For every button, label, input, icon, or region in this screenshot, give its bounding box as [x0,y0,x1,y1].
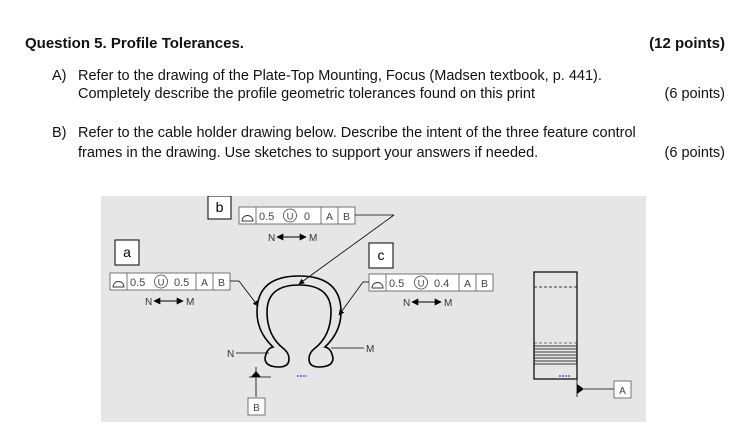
fcf-b [239,207,355,224]
fcf-a [110,273,230,290]
part-b-line2: frames in the drawing. Use sketches to support your answers if needed. [78,145,539,161]
svg-text:U: U [417,278,425,290]
svg-text:0: 0 [304,211,311,223]
part-b-label: B) [52,125,67,141]
svg-text:U: U [157,277,165,289]
part-b-line1: Refer to the cable holder drawing below. Describe the intent of the three feature control [78,125,636,141]
svg-text:M: M [309,233,318,244]
svg-text:M: M [186,297,195,308]
svg-text:B: B [480,278,489,290]
svg-text:0.4: 0.4 [434,278,450,290]
datum-a-triangle [577,384,584,394]
svg-text:N: N [145,297,153,308]
svg-text:0.5: 0.5 [174,277,190,289]
cable-holder-profile [257,276,341,367]
svg-text:N: N [403,298,411,309]
svg-text:M: M [366,344,375,355]
callout-a-label: a [123,244,131,260]
svg-text:U: U [286,211,294,223]
cable-holder-drawing [101,196,646,422]
part-a-line1: Refer to the drawing of the Plate-Top Mounting, Focus (Madsen textbook, p. 441). [78,68,602,84]
part-a-points: (6 points) [664,86,725,102]
part-a-line2: Completely describe the profile geometric tolerances found on this print [78,86,535,102]
svg-text:B: B [342,211,351,223]
svg-text:A: A [463,278,472,290]
svg-text:A: A [200,277,209,289]
svg-text:0.5: 0.5 [130,277,146,289]
datum-a-label: A [619,386,626,397]
question-points: (12 points) [649,35,725,52]
svg-text:N: N [268,233,276,244]
datum-b-label: B [253,403,260,414]
fcf-c [369,274,493,291]
svg-text:N: N [227,349,235,360]
svg-text:0.5: 0.5 [389,278,405,290]
svg-text:0.5: 0.5 [259,211,275,223]
svg-text:A: A [325,211,334,223]
part-b-points: (6 points) [664,145,725,161]
svg-text:B: B [217,277,226,289]
datum-b-triangle [251,371,261,377]
part-a-label: A) [52,68,67,84]
cable-holder-svg [101,196,646,422]
side-view [534,272,577,379]
callout-c-label: c [377,247,385,263]
callout-b-label: b [215,199,224,215]
question-title: Question 5. Profile Tolerances. [25,35,244,52]
svg-text:M: M [444,298,453,309]
